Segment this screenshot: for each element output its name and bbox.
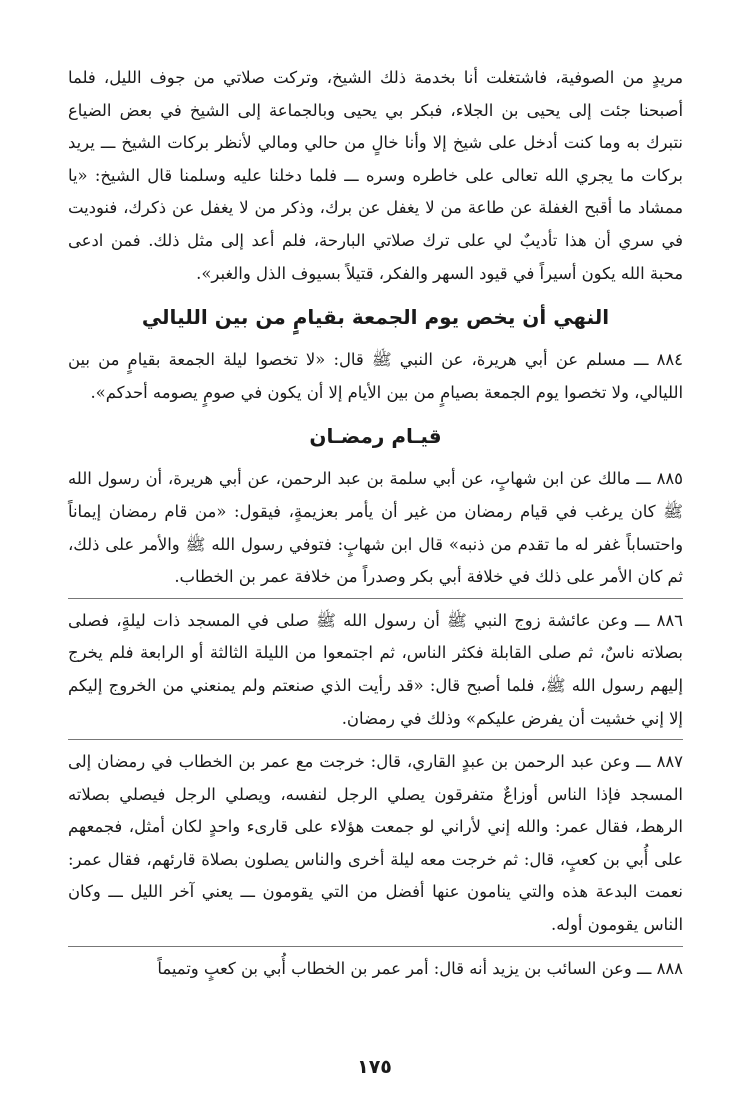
page-content — [68, 62, 683, 985]
hadith-886: ٨٨٦ ـــ وعن عائشة زوج النبي ﷺ أن رسول الله ﷺ صلى في المسجد ذات ليلةٍ، فصلى بصلاته ناسٌ، ثم صلى القابلة فكثر الناس، ثم اجتمعوا من الليلة الثالثة أو الرابعة فلم يخرج إليهم رسول الله ﷺ، فلما أصبح قال: «قد رأيت الذي صنعتم ولم يمنعني من الخروج إليكم إلا إني خشيت أن يفرض عليكم» وذلك في رمضان. — [68, 610, 683, 728]
hadith-887: ٨٨٧ ـــ وعن عبد الرحمن بن عبدٍ القاري، قال: خرجت مع عمر بن الخطاب في رمضان إلى المسجد فإذا الناس أوزاعٌ متفرقون يصلي الرجل لنفسه، ويصلي الرجل فيصلي بصلاته الرهط، فقال عمر: والله إني لأراني لو جمعت هؤلاء على قارىء واحدٍ لكان أمثل، فجمعهم على أُبي بن كعبٍ، قال: ثم خرجت معه ليلة أخرى والناس يصلون بصلاة قارئهم، فقال عمر: نعمت البدعة هذه والتي ينامون عنها أفضل من التي يقومون ـــ يعني آخر الليل ـــ وكان الناس يقومون أوله. — [68, 752, 683, 935]
section-heading-ramadan: قيـام رمضـان — [309, 424, 442, 449]
hadith-884: ٨٨٤ ـــ مسلم عن أبي هريرة، عن النبي ﷺ قال: «لا تخصوا ليلة الجمعة بقيامٍ من بين الليالي، ولا تخصوا يوم الجمعة بصيامٍ من بين الأيام إلا أن يكون في صومٍ يصومه أحدكم». — [68, 350, 683, 402]
page-number: ١٧٥ — [357, 1056, 392, 1078]
separator-line — [68, 739, 683, 740]
separator-line — [68, 946, 683, 947]
hadith-888: ٨٨٨ ـــ وعن السائب بن يزيد أنه قال: أمر عمر بن الخطاب أُبي بن كعبٍ وتميماً — [157, 958, 683, 978]
separator-line — [68, 598, 683, 599]
intro-paragraph: مريدٍ من الصوفية، فاشتغلت أنا بخدمة ذلك الشيخ، وتركت صلاتي من جوف الليل، فلما أصبحنا جئت إلى يحيى بن الجلاء، فبكر بي يحيى وبالجماعة إلى الشيخ في بعض الضياع نتبرك به وما كنت أدخل على شيخ إلا وأنا خالٍ من حالي ومالي لأنظر بركات الشيخ ـــ يريد بركات ما يجري الله تعالى على خاطره وسره ـــ فلما دخلنا عليه وسلمنا قال الشيخ: «يا ممشاد ما أقبح الغفلة عن طاعة من لا يغفل عن برك، وذكر من لا يغفل عن ذكرك، فنوديت في سري أن هذا تأديبٌ لي على ترك صلاتي البارحة، فلم أعد إلى مثل ذلك. فمن ادعى محبة الله يكون أسيراً في قيود السهر والفكر، قتيلاً بسيوف الذل والغبر». — [68, 68, 683, 283]
hadith-885: ٨٨٥ ـــ مالك عن ابن شهابٍ، عن أبي سلمة بن عبد الرحمن، عن أبي هريرة، أن رسول الله ﷺ كان يرغب في قيام رمضان من غير أن يأمر بعزيمةٍ، فيقول: «من قام رمضان إيماناً واحتساباً غفر له ما تقدم من ذنبه» قال ابن شهابٍ: فتوفي رسول الله ﷺ والأمر على ذلك، ثم كان الأمر على ذلك في خلافة أبي بكر وصدراً من خلافة عمر بن الخطاب. — [68, 469, 683, 587]
section-heading-friday: النهي أن يخص يوم الجمعة بقيامٍ من بين الليالي — [141, 305, 610, 330]
